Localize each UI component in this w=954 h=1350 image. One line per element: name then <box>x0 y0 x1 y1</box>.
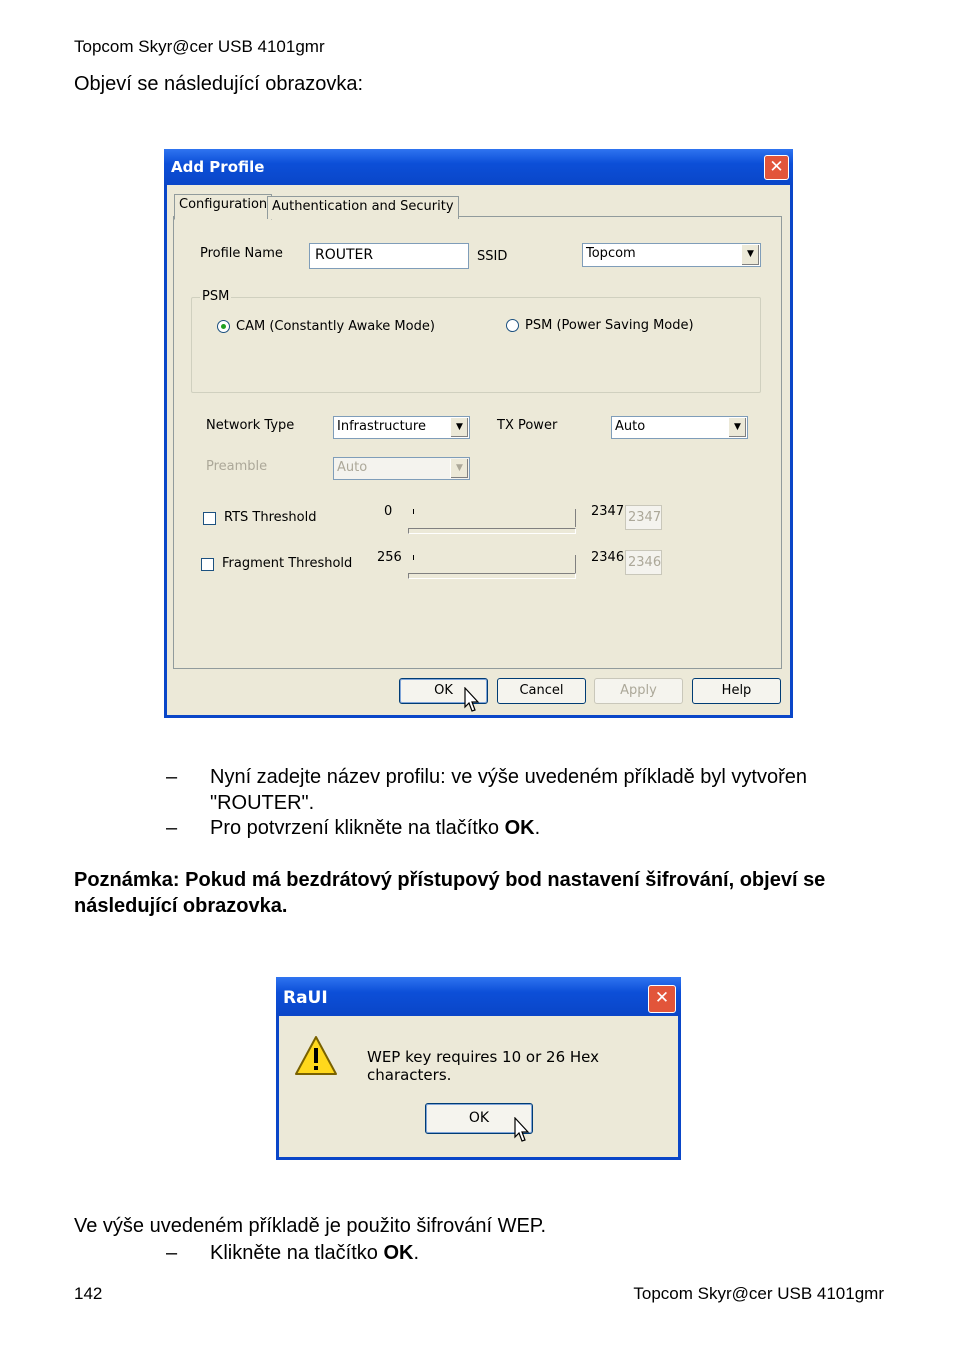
chevron-down-icon: ▼ <box>741 245 759 265</box>
intro-text: Objeví se následující obrazovka: <box>74 73 364 95</box>
profile-name-label: Profile Name <box>200 246 283 261</box>
fragment-checkbox[interactable] <box>201 558 214 571</box>
page-number: 142 <box>74 1284 103 1303</box>
help-button[interactable]: Help <box>692 678 781 704</box>
ssid-select[interactable] <box>582 243 761 267</box>
ssid-label: SSID <box>477 249 508 264</box>
tab-configuration[interactable]: Configuration <box>174 194 272 220</box>
bullet-text: Nyní zadejte název profilu: ve výše uvedeném příkladě byl vytvořen "ROUTER". <box>210 766 807 814</box>
rts-label: RTS Threshold <box>224 510 317 525</box>
cancel-button[interactable]: Cancel <box>497 678 586 704</box>
outro-text: Ve výše uvedeném příkladě je použito šifrování WEP. <box>74 1215 547 1237</box>
rts-slider-thumb[interactable] <box>568 509 576 527</box>
ssid-value: Topcom <box>586 246 636 261</box>
psm-mode-label: PSM (Power Saving Mode) <box>525 318 694 333</box>
fragment-slider-track <box>408 573 576 579</box>
tab-authentication-security[interactable]: Authentication and Security <box>267 196 459 219</box>
bullet-dash: – <box>166 817 178 839</box>
rts-min: 0 <box>384 504 393 519</box>
mouse-cursor-icon <box>514 1117 530 1143</box>
tab-panel <box>173 216 782 669</box>
bullet-dash: – <box>166 766 178 788</box>
fragment-max: 2346 <box>591 550 625 565</box>
raui-dialog <box>276 977 681 1160</box>
dialog-client <box>279 1016 678 1157</box>
dialog-title: Add Profile <box>171 158 265 176</box>
dialog-title: RaUI <box>283 988 328 1008</box>
network-type-value: Infrastructure <box>337 419 426 434</box>
rts-value-field: 2347 <box>625 505 662 530</box>
network-type-select[interactable] <box>333 416 470 439</box>
fragment-label: Fragment Threshold <box>222 556 353 571</box>
tx-power-label: TX Power <box>497 418 558 433</box>
fragment-slider-tick <box>413 555 414 560</box>
psm-legend: PSM <box>202 289 230 304</box>
fragment-slider-thumb[interactable] <box>568 555 576 573</box>
warning-message: WEP key requires 10 or 26 Hex characters. <box>367 1048 600 1084</box>
add-profile-dialog <box>164 149 793 718</box>
fragment-min: 256 <box>377 550 402 565</box>
page-header: Topcom Skyr@cer USB 4101gmr <box>74 37 325 56</box>
profile-name-input[interactable]: ROUTER <box>309 243 469 269</box>
page-footer: Topcom Skyr@cer USB 4101gmr <box>633 1284 884 1303</box>
chevron-down-icon: ▼ <box>450 418 468 437</box>
preamble-value: Auto <box>337 460 368 475</box>
preamble-select <box>333 457 470 480</box>
network-type-label: Network Type <box>206 418 295 433</box>
chevron-down-icon: ▼ <box>728 418 746 437</box>
mouse-cursor-icon <box>464 687 480 713</box>
tx-power-value: Auto <box>615 419 646 434</box>
psm-radio[interactable] <box>506 319 519 332</box>
ok-button[interactable]: OK <box>425 1103 533 1134</box>
rts-slider-track <box>408 528 576 534</box>
rts-checkbox[interactable] <box>203 512 216 525</box>
tx-power-select[interactable] <box>611 416 748 439</box>
titlebar <box>164 149 793 185</box>
psm-group <box>191 289 761 393</box>
rts-slider-tick <box>413 509 414 514</box>
fragment-value-field: 2346 <box>625 550 662 575</box>
dialog-client <box>167 185 790 715</box>
close-icon[interactable]: ✕ <box>648 985 676 1013</box>
ok-button[interactable]: OK <box>399 678 488 704</box>
warning-icon <box>293 1034 339 1078</box>
rts-max: 2347 <box>591 504 625 519</box>
note-text: Poznámka: Pokud má bezdrátový přístupový bod nastavení šifrování, objeví se následující obrazovka. <box>74 869 826 917</box>
apply-button: Apply <box>594 678 683 704</box>
bullet-text: Pro potvrzení klikněte na tlačítko OK. <box>210 817 541 839</box>
titlebar <box>276 977 681 1015</box>
chevron-down-icon: ▼ <box>450 459 468 478</box>
bullet-text: Klikněte na tlačítko OK. <box>210 1242 419 1264</box>
bullet-dash: – <box>166 1242 178 1264</box>
cam-label: CAM (Constantly Awake Mode) <box>236 319 435 334</box>
cam-radio[interactable] <box>217 320 230 333</box>
preamble-label: Preamble <box>206 459 268 474</box>
close-icon[interactable]: ✕ <box>764 155 789 180</box>
